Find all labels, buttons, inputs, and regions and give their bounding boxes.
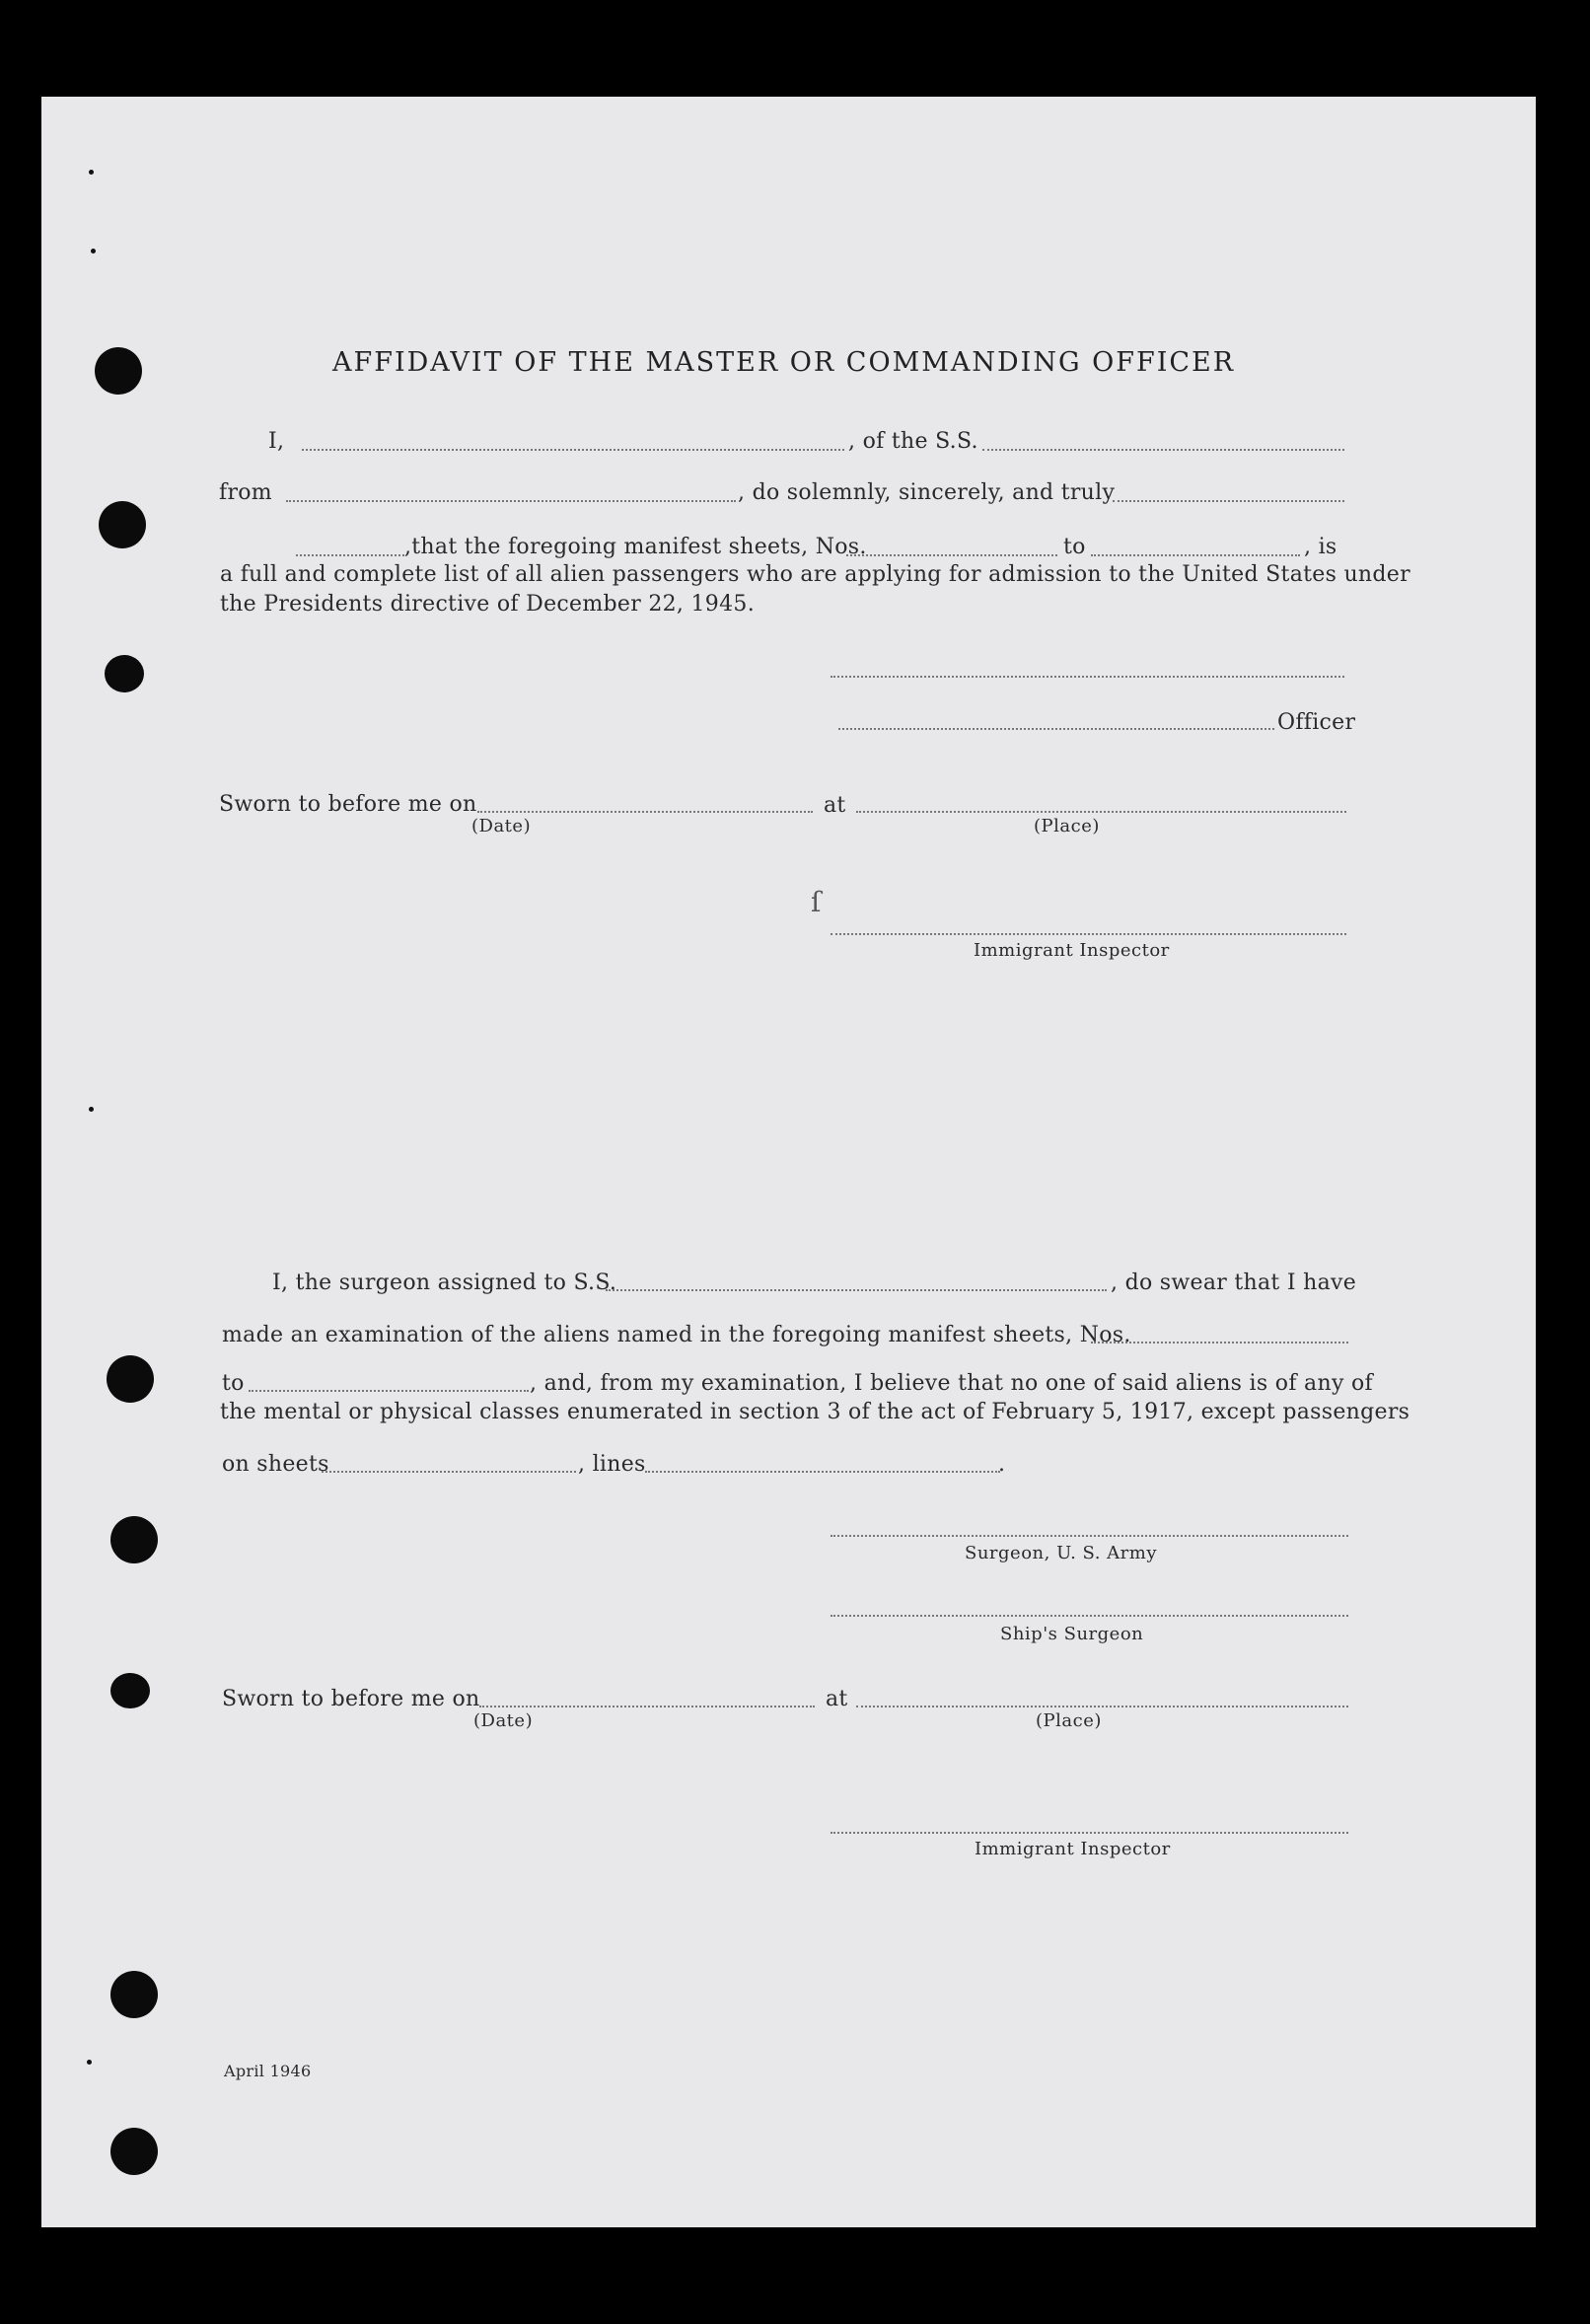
surgeon-lines-field[interactable] [645,1471,1000,1473]
surgeon-line1-start: I, the surgeon assigned to S.S. [272,1271,617,1295]
master-inspector-label: Immigrant Inspector [974,940,1170,961]
punch-hole [110,1971,158,2018]
form-revision-date: April 1946 [224,2062,312,2080]
surgeon-at-label: at [826,1687,848,1711]
surgeon-line4: the mental or physical classes enumerated in section 3 of the act of February 5, 1917, except passengers [220,1400,1410,1424]
surgeon-sworn-date-field[interactable] [479,1706,815,1707]
master-sworn-date-field[interactable] [477,811,813,813]
master-is-label: , is [1304,535,1337,559]
surgeon-inspector-signature-field[interactable] [831,1832,1348,1834]
master-date-caption: (Date) [471,816,532,836]
master-oath-field[interactable] [296,554,404,556]
master-text-line4: a full and complete list of all alien passengers who are applying for admission to the United States under [220,562,1410,587]
punch-hole [95,347,142,395]
surgeon-ship-field[interactable] [606,1289,1107,1291]
master-inspector-signature-field[interactable] [831,933,1346,935]
master-swear-field[interactable] [1113,500,1344,502]
surgeon-sworn-label: Sworn to before me on [222,1687,480,1711]
punch-hole [110,1673,150,1708]
master-solemnly-label: , do solemnly, sincerely, and truly [738,480,1116,505]
master-text-line5: the Presidents directive of December 22, 1945. [220,592,755,617]
punch-hole [110,2128,158,2175]
surgeon-sheets-field[interactable] [322,1471,576,1473]
master-nos-from-field[interactable] [846,554,1057,556]
surgeon-place-caption: (Place) [1036,1710,1102,1731]
speck [89,1107,94,1112]
army-surgeon-signature-field[interactable] [831,1535,1348,1537]
master-i-label: I, [268,429,285,454]
master-from-label: from [219,480,272,505]
master-ship-label: , of the S.S. [848,429,978,454]
surgeon-inspector-label: Immigrant Inspector [975,1839,1171,1859]
officer-label: Officer [1277,710,1356,735]
master-from-field[interactable] [286,500,736,502]
surgeon-lines-label: , lines [578,1452,646,1477]
master-name-field[interactable] [302,449,844,451]
surgeon-line1-end: , do swear that I have [1111,1271,1357,1295]
master-manifest-label: ,that the foregoing manifest sheets, Nos. [404,535,867,559]
pencil-mark: ſ [811,886,822,918]
army-surgeon-label: Surgeon, U. S. Army [965,1543,1158,1563]
speck [87,2060,92,2065]
surgeon-date-caption: (Date) [473,1710,534,1731]
surgeon-line2: made an examination of the aliens named in the foregoing manifest sheets, Nos. [222,1323,1131,1347]
punch-hole [105,655,144,692]
surgeon-sworn-place-field[interactable] [856,1706,1348,1707]
punch-hole [110,1516,158,1563]
punch-hole [99,501,146,548]
speck [89,170,94,175]
surgeon-nos-to-field[interactable] [249,1390,529,1392]
ships-surgeon-signature-field[interactable] [831,1615,1348,1617]
master-ship-field[interactable] [982,449,1344,451]
surgeon-to-label: to [222,1371,245,1396]
master-sworn-label: Sworn to before me on [219,792,477,817]
master-to-label: to [1063,535,1086,559]
surgeon-line3-rest: , and, from my examination, I believe that no one of said aliens is of any of [530,1371,1373,1396]
master-signature-field[interactable] [831,676,1344,678]
officer-signature-field[interactable] [838,728,1274,730]
surgeon-sheets-label: on sheets [222,1452,329,1477]
form-title: AFFIDAVIT OF THE MASTER OR COMMANDING OFFICER [332,347,1236,378]
speck [91,249,96,254]
punch-hole [107,1355,154,1403]
master-nos-to-field[interactable] [1091,554,1300,556]
form-sheet [41,97,1536,2227]
surgeon-line5-end: . [998,1452,1006,1477]
master-sworn-place-field[interactable] [856,811,1346,813]
surgeon-nos-from-field[interactable] [1091,1342,1348,1344]
master-at-label: at [824,793,846,818]
ships-surgeon-label: Ship's Surgeon [1000,1624,1144,1644]
master-place-caption: (Place) [1034,816,1100,836]
